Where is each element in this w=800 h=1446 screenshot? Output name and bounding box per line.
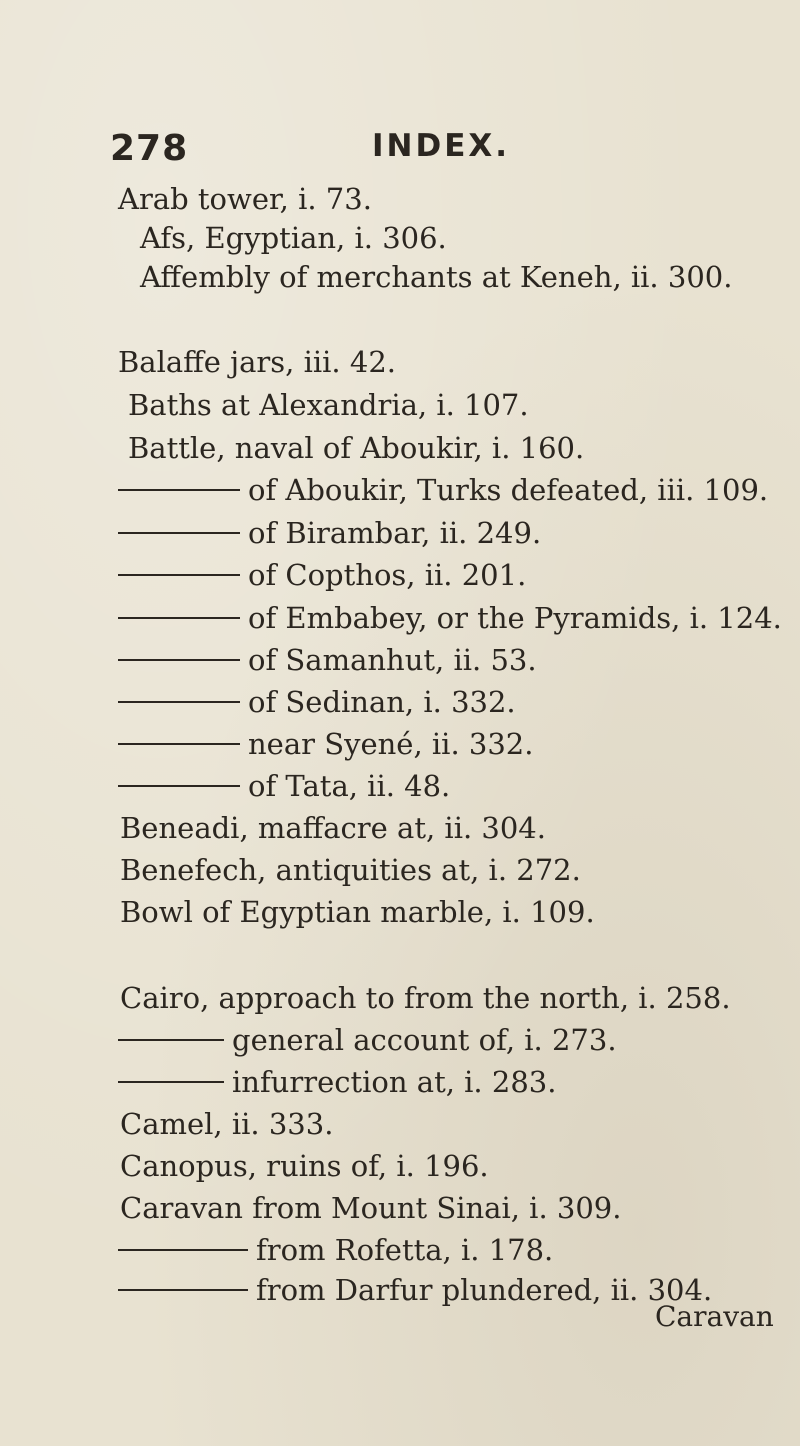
index-entry	[118, 342, 396, 382]
index-subentry	[118, 766, 450, 806]
entry-text: Baths at Alexandria, i. 107.	[128, 388, 529, 422]
entry-text: Affembly of merchants at Keneh, ii. 300.	[140, 260, 733, 294]
ditto-dash	[118, 785, 240, 787]
entry-text: of Embabey, or the Pyramids, i. 124.	[248, 601, 782, 635]
ditto-dash	[118, 532, 240, 534]
entry-text: Bowl of Egyptian marble, i. 109.	[120, 895, 595, 929]
index-entry	[128, 385, 529, 425]
running-head: INDEX.	[372, 128, 511, 164]
entry-text: Balaffe jars, iii. 42.	[118, 345, 396, 379]
ditto-dash	[118, 617, 240, 619]
index-entry	[120, 978, 731, 1018]
entry-text: from Darfur plundered, ii. 304.	[256, 1273, 713, 1307]
ditto-dash	[118, 1081, 224, 1083]
page-number: 278	[110, 128, 189, 169]
ditto-dash	[118, 1039, 224, 1041]
index-subentry	[118, 724, 533, 764]
index-entry	[128, 428, 584, 468]
entry-text: Caravan from Mount Sinai, i. 309.	[120, 1191, 622, 1225]
entry-text: Benefech, antiquities at, i. 272.	[120, 853, 581, 887]
index-entry	[140, 257, 732, 297]
index-subentry	[118, 1270, 712, 1310]
entry-text: Arab tower, i. 73.	[118, 182, 372, 216]
index-subentry	[118, 1230, 553, 1270]
index-subentry	[118, 682, 516, 722]
ditto-dash	[118, 574, 240, 576]
index-entry	[120, 808, 546, 848]
index-subentry	[118, 598, 782, 638]
entry-text: of Tata, ii. 48.	[248, 769, 451, 803]
ditto-dash	[118, 743, 240, 745]
catchword: Caravan	[655, 1300, 774, 1333]
index-entry	[118, 179, 372, 219]
index-entry	[120, 850, 581, 890]
entry-text: Afs, Egyptian, i. 306.	[140, 221, 447, 255]
index-entry	[120, 1104, 333, 1144]
index-subentry	[118, 1020, 617, 1060]
entry-text: Canopus, ruins of, i. 196.	[120, 1149, 489, 1183]
ditto-dash	[118, 659, 240, 661]
entry-text: of Samanhut, ii. 53.	[248, 643, 537, 677]
index-subentry	[118, 1062, 556, 1102]
index-entry	[140, 218, 447, 258]
index-subentry	[118, 640, 537, 680]
index-subentry	[118, 555, 526, 595]
entry-text: Camel, ii. 333.	[120, 1107, 334, 1141]
index-entry	[120, 1188, 621, 1228]
entry-text: from Rofetta, i. 178.	[256, 1233, 554, 1267]
ditto-dash	[118, 701, 240, 703]
entry-text: Beneadi, maffacre at, ii. 304.	[120, 811, 546, 845]
entry-text: of Birambar, ii. 249.	[248, 516, 542, 550]
ditto-dash	[118, 489, 240, 491]
entry-text: infurrection at, i. 283.	[232, 1065, 557, 1099]
index-entry	[120, 1146, 489, 1186]
entry-text: of Aboukir, Turks defeated, iii. 109.	[248, 473, 769, 507]
index-entry	[120, 892, 595, 932]
ditto-dash	[118, 1249, 248, 1251]
entry-text: Cairo, approach to from the north, i. 258.	[120, 981, 731, 1015]
entry-text: of Sedinan, i. 332.	[248, 685, 516, 719]
entry-text: of Copthos, ii. 201.	[248, 558, 527, 592]
entry-text: near Syené, ii. 332.	[248, 727, 534, 761]
index-subentry	[118, 513, 541, 553]
index-subentry	[118, 470, 768, 510]
entry-text: general account of, i. 273.	[232, 1023, 617, 1057]
entry-text: Battle, naval of Aboukir, i. 160.	[128, 431, 585, 465]
ditto-dash	[118, 1289, 248, 1291]
